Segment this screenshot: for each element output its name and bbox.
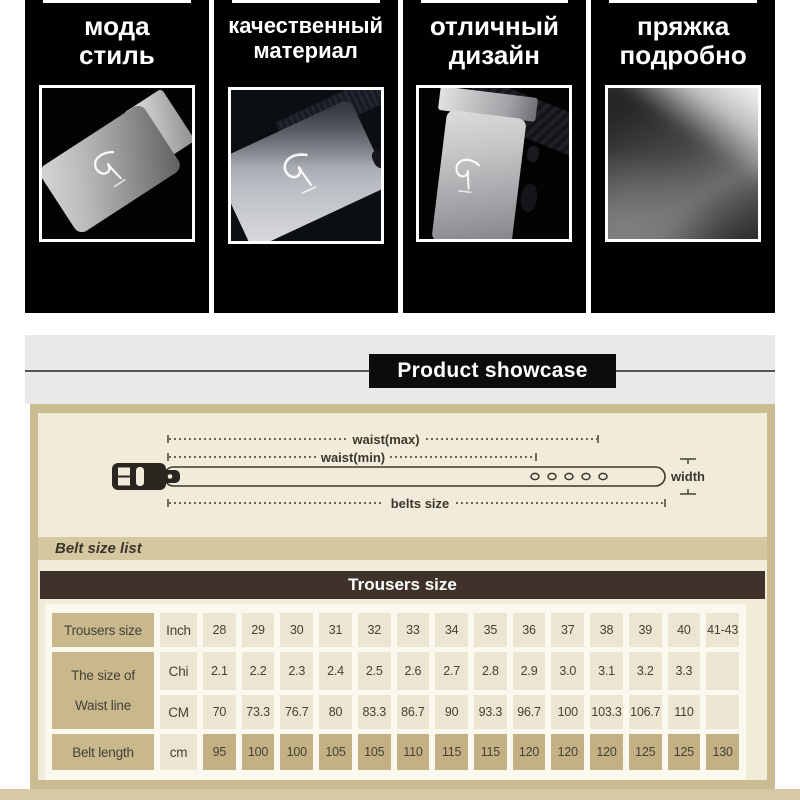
panel-title: [25, 0, 209, 82]
table-cell: 100: [242, 734, 275, 770]
width-label: width: [671, 469, 705, 484]
table-cell: 33: [397, 613, 430, 647]
table-cell: 120: [590, 734, 623, 770]
table-cell: 86.7: [397, 695, 430, 729]
waist-min-label: waist(min): [320, 450, 386, 465]
table-cell: 115: [435, 734, 468, 770]
table-cell: 120: [551, 734, 584, 770]
table-unit-cell: cm: [160, 734, 197, 770]
table-cell: 37: [551, 613, 584, 647]
waist-max-label: waist(max): [352, 432, 420, 447]
table-unit-cell: CM: [160, 695, 197, 729]
panel-top-line: [421, 0, 569, 3]
table-cell: 115: [474, 734, 507, 770]
panel-title-line: стиль: [79, 40, 155, 71]
feature-panel-material: [214, 0, 398, 313]
bull-logo-icon: [84, 143, 136, 196]
table-cell: 40: [668, 613, 701, 647]
table-cell: 95: [203, 734, 236, 770]
table-cell: 130: [706, 734, 739, 770]
table-cell: 96.7: [513, 695, 546, 729]
table-cell: 2.2: [242, 652, 275, 690]
table-cell: 80: [319, 695, 352, 729]
table-cell: 110: [397, 734, 430, 770]
table-cell: 2.3: [280, 652, 313, 690]
panel-top-line: [609, 0, 757, 3]
table-cell: [706, 652, 739, 690]
table-cell: 36: [513, 613, 546, 647]
table-cell: 125: [629, 734, 662, 770]
panel-top-line: [43, 0, 191, 3]
table-cell: 2.6: [397, 652, 430, 690]
table-cell: 125: [668, 734, 701, 770]
buckle-photo: [39, 85, 195, 242]
table-cell: 100: [280, 734, 313, 770]
table-cell: 35: [474, 613, 507, 647]
buckle-photo: [228, 87, 384, 244]
table-cell: 31: [319, 613, 352, 647]
buckle-photo: [416, 85, 572, 242]
table-cell: 105: [319, 734, 352, 770]
panel-title-line: мода: [84, 11, 150, 41]
table-cell: 106.7: [629, 695, 662, 729]
table-cell: 38: [590, 613, 623, 647]
panel-title: [214, 0, 398, 84]
table-cell: 90: [435, 695, 468, 729]
table-cell: 76.7: [280, 695, 313, 729]
table-cell: 3.3: [668, 652, 701, 690]
table-cell: 28: [203, 613, 236, 647]
size-info-box: [30, 404, 775, 789]
table-cell: 30: [280, 613, 313, 647]
table-cell: 29: [242, 613, 275, 647]
bottom-strip: [0, 789, 800, 800]
table-unit-cell: Chi: [160, 652, 197, 690]
table-cell: 41-43: [706, 613, 739, 647]
feature-panel-fashion: [25, 0, 209, 313]
section-title-banner: Product showcase: [369, 354, 616, 388]
table-cell: 2.7: [435, 652, 468, 690]
table-row-label: The size of Waist line: [52, 652, 154, 729]
table-row-label: Belt length: [52, 734, 154, 770]
table-cell: 83.3: [358, 695, 391, 729]
table-cell: 110: [668, 695, 701, 729]
table-cell: 120: [513, 734, 546, 770]
belt-measurement-diagram: [38, 413, 767, 537]
panel-title: [591, 0, 775, 82]
showcase-band: [25, 335, 775, 404]
buckle-plate: [432, 110, 527, 242]
panel-title-line: материал: [253, 37, 358, 63]
table-cell: 3.2: [629, 652, 662, 690]
panel-title-line: пряжка: [636, 11, 730, 41]
table-cell: 2.8: [474, 652, 507, 690]
bull-logo-icon: [447, 155, 486, 199]
belts-size-label: belts size: [390, 496, 450, 511]
size-table-wrap: [45, 604, 746, 780]
table-cell: 105: [358, 734, 391, 770]
table-cell: 2.4: [319, 652, 352, 690]
table-row-label: Trousers size: [52, 613, 154, 647]
macro-detail: [605, 85, 761, 242]
size-info-box-inner: [38, 413, 767, 780]
belt-size-list-title: Belt size list: [55, 540, 142, 557]
table-cell: 73.3: [242, 695, 275, 729]
table-unit-cell: Inch: [160, 613, 197, 647]
table-cell: 2.9: [513, 652, 546, 690]
buckle-plate: [228, 98, 384, 244]
belt-size-list-band: [38, 537, 767, 560]
feature-panels: [25, 0, 775, 313]
panel-title-line: отличный: [429, 11, 559, 41]
buckle-macro-photo: [605, 85, 761, 242]
panel-title: [403, 0, 587, 82]
table-cell: [706, 695, 739, 729]
trousers-size-header: Trousers size: [40, 571, 765, 599]
table-cell: 34: [435, 613, 468, 647]
size-table: [52, 613, 739, 770]
table-cell: 100: [551, 695, 584, 729]
table-cell: 3.0: [551, 652, 584, 690]
table-cell: 39: [629, 613, 662, 647]
panel-top-line: [232, 0, 380, 3]
table-cell: 93.3: [474, 695, 507, 729]
table-cell: 103.3: [590, 695, 623, 729]
panel-title-line: дизайн: [448, 40, 540, 71]
table-cell: 2.5: [358, 652, 391, 690]
buckle-knob: [526, 145, 540, 162]
panel-title-line: качественный: [228, 13, 384, 38]
table-cell: 32: [358, 613, 391, 647]
panel-title-line: подробно: [619, 40, 747, 71]
table-cell: 2.1: [203, 652, 236, 690]
feature-panel-design: [403, 0, 587, 313]
table-cell: 3.1: [590, 652, 623, 690]
buckle-knob: [520, 183, 539, 213]
feature-panel-buckle-detail: [591, 0, 775, 313]
table-cell: 70: [203, 695, 236, 729]
